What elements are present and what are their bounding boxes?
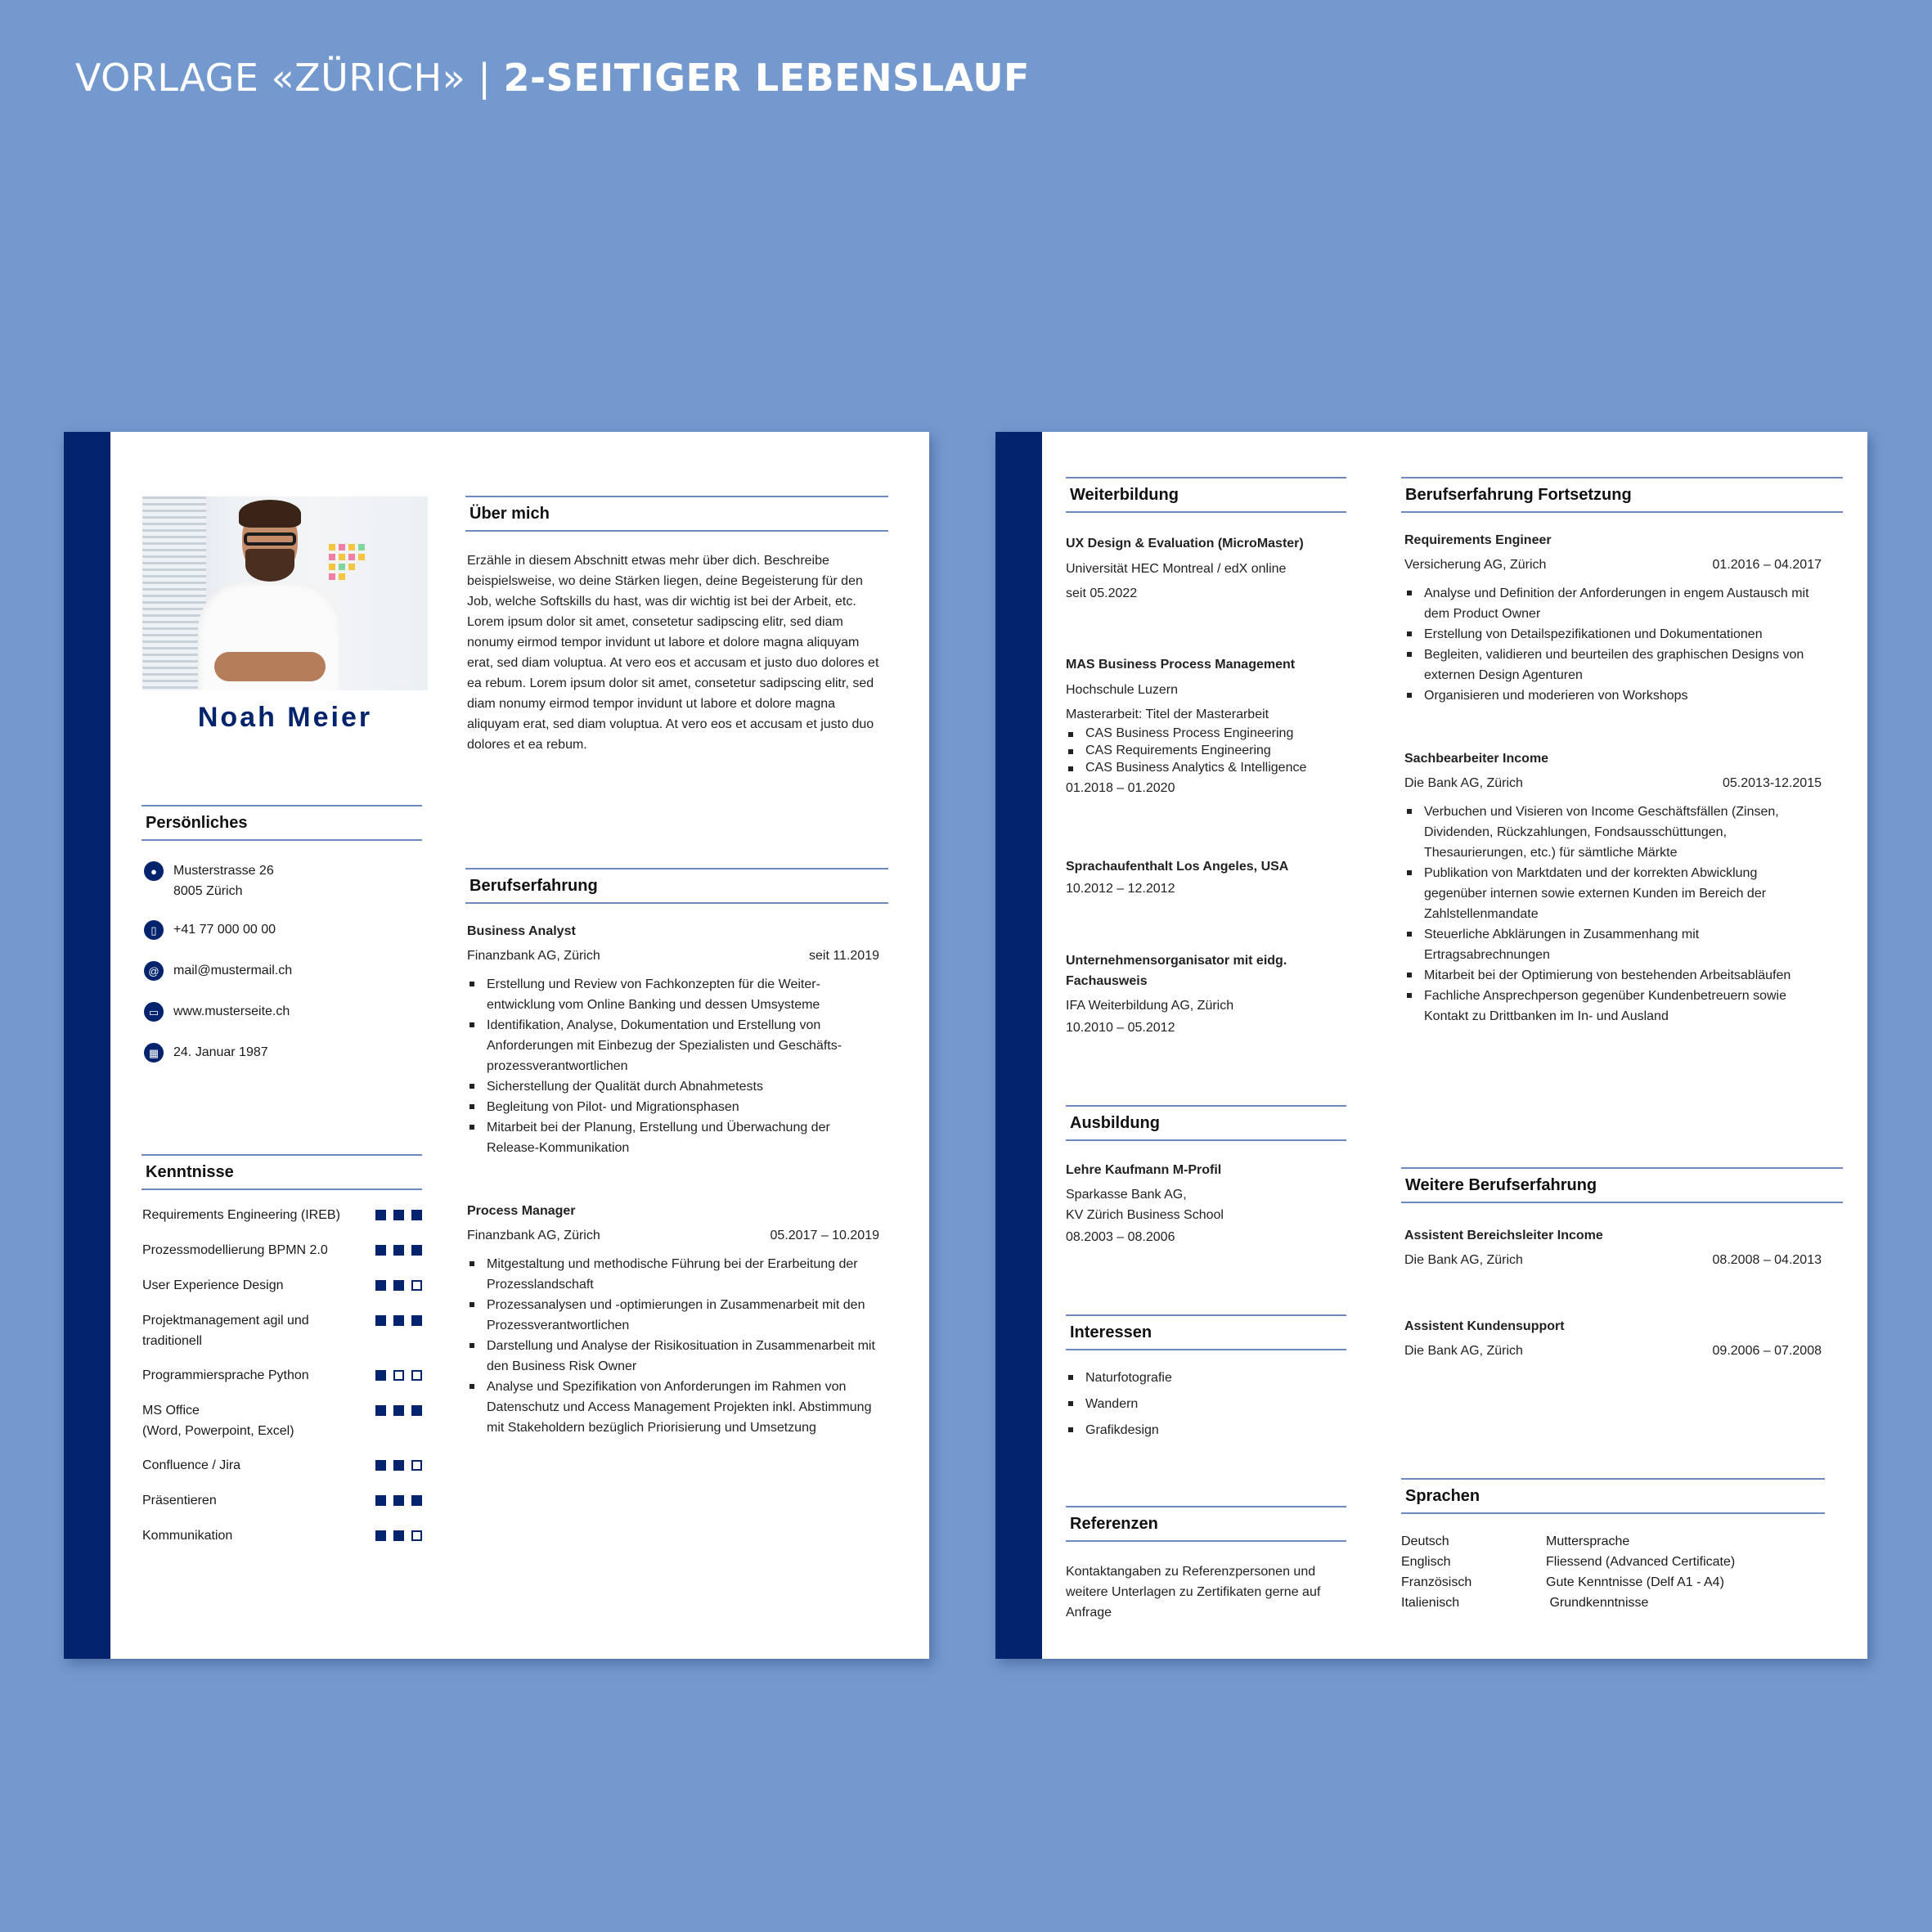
- further-line: 10.2012 – 12.2012: [1066, 882, 1175, 896]
- cv-page-2: [995, 432, 1867, 1659]
- job-entry: [1404, 748, 1822, 1027]
- skill-rating: [375, 1405, 422, 1416]
- phone-item: [144, 919, 276, 940]
- skill-rating: [375, 1460, 422, 1471]
- skill-rating: [375, 1530, 422, 1541]
- rating-square-filled: [375, 1280, 386, 1291]
- list-item: Begleiten, validieren und beurteilen des graphischen Designs von externen Design Agenturen: [1404, 645, 1822, 685]
- accent-stripe: [995, 432, 1042, 1659]
- monitor-icon: ▭: [144, 1002, 164, 1022]
- skill-label: MS Office (Word, Powerpoint, Excel): [142, 1404, 294, 1438]
- list-item: CAS Business Analytics & Intelligence: [1066, 759, 1348, 776]
- rating-square-filled: [393, 1245, 404, 1256]
- address-item: [144, 860, 274, 901]
- skill-rating: [375, 1210, 422, 1220]
- language-name: Italienisch: [1401, 1596, 1460, 1610]
- cv-page-1: [64, 432, 929, 1659]
- language-name: Französisch: [1401, 1575, 1472, 1589]
- skill-row: [142, 1365, 422, 1386]
- language-name: Deutsch: [1401, 1534, 1449, 1548]
- further-line: Hochschule Luzern: [1066, 683, 1178, 697]
- web-value: www.musterseite.ch: [173, 1004, 290, 1018]
- calendar-icon: ▦: [144, 1043, 164, 1063]
- candidate-name: Noah Meier: [197, 702, 373, 733]
- skill-row: [142, 1400, 422, 1441]
- skill-rating: [375, 1315, 422, 1326]
- rating-square-filled: [393, 1460, 404, 1471]
- skill-row: [142, 1490, 422, 1511]
- list-item: Mitarbeit bei der Optimierung von bestehenden Arbeitsabläufen: [1404, 965, 1822, 986]
- job-company: Finanzbank AG, Zürich: [467, 1229, 600, 1242]
- rating-square-filled: [393, 1280, 404, 1291]
- language-level: Muttersprache: [1546, 1534, 1630, 1548]
- list-item: Erstellung von Detailspezifikationen und Dokumentationen: [1404, 624, 1822, 645]
- job-entry: [1404, 1316, 1822, 1361]
- web-item: [144, 1001, 290, 1022]
- section-title-about: Über mich: [465, 496, 888, 532]
- skill-rating: [375, 1495, 422, 1506]
- banner-title-bold: 2-SEITIGER LEBENSLAUF: [503, 56, 1030, 100]
- languages-list: [1401, 1531, 1825, 1613]
- list-item: Prozessanalysen und -optimierungen in Zusammenarbeit mit den Prozessverantwortlichen: [467, 1295, 879, 1336]
- list-item: Publikation von Marktdaten und der korrekten Abwicklung gegenüber internen sowie externen Kunden im Bereich der Zahlstellenmandate: [1404, 863, 1822, 924]
- education-line: 08.2003 – 08.2006: [1066, 1230, 1175, 1244]
- list-item: CAS Requirements Engineering: [1066, 742, 1348, 759]
- job-company: Versicherung AG, Zürich: [1404, 558, 1547, 572]
- job-period: 01.2016 – 04.2017: [1712, 558, 1822, 572]
- skill-label: Projektmanagement agil und traditionell: [142, 1314, 309, 1348]
- further-line: Masterarbeit: Titel der Masterarbeit: [1066, 708, 1269, 721]
- job-bullets: [467, 1254, 879, 1438]
- job-company: Finanzbank AG, Zürich: [467, 949, 600, 963]
- list-item: Darstellung und Analyse der Risikosituation in Zusammenarbeit mit den Business Risk Owner: [467, 1336, 879, 1377]
- job-role: Assistent Bereichsleiter Income: [1404, 1229, 1603, 1242]
- phone-icon: ▯: [144, 920, 164, 940]
- section-title-personal: Persönliches: [142, 805, 422, 841]
- rating-square-empty: [393, 1370, 404, 1381]
- language-level: Gute Kenntnisse (Delf A1 - A4): [1546, 1575, 1724, 1589]
- list-item: Naturfotografie: [1066, 1368, 1348, 1388]
- rating-square-filled: [375, 1210, 386, 1220]
- section-title-references: Referenzen: [1066, 1506, 1346, 1542]
- job-entry: [1404, 530, 1822, 706]
- rating-square-filled: [393, 1315, 404, 1326]
- rating-square-filled: [375, 1530, 386, 1541]
- section-title-experience-cont: Berufserfahrung Fortsetzung: [1401, 477, 1843, 513]
- list-item: Steuerliche Abklärungen in Zusammenhang mit Ertragsabrechnungen: [1404, 924, 1822, 965]
- list-item: Grafikdesign: [1066, 1420, 1348, 1440]
- job-period: 05.2013-12.2015: [1723, 776, 1822, 790]
- job-bullets: [467, 974, 879, 1158]
- education-entry: [1066, 1160, 1348, 1247]
- job-company: Die Bank AG, Zürich: [1404, 776, 1523, 790]
- job-role: Sachbearbeiter Income: [1404, 752, 1549, 766]
- skill-row: [142, 1240, 422, 1260]
- rating-square-filled: [393, 1495, 404, 1506]
- job-role: Requirements Engineer: [1404, 533, 1552, 547]
- education-line: KV Zürich Business School: [1066, 1208, 1224, 1222]
- section-title-interests: Interessen: [1066, 1314, 1346, 1350]
- location-icon: ●: [144, 861, 164, 881]
- education-line: Sparkasse Bank AG,: [1066, 1188, 1187, 1202]
- rating-square-empty: [411, 1280, 422, 1291]
- skill-row: [142, 1525, 422, 1546]
- further-line: Universität HEC Montreal / edX online: [1066, 562, 1287, 576]
- list-item: Analyse und Definition der Anforderungen in engem Austausch mit dem Product Owner: [1404, 583, 1822, 624]
- phone-value: +41 77 000 00 00: [173, 923, 276, 937]
- job-period: 05.2017 – 10.2019: [770, 1229, 879, 1242]
- list-item: Analyse und Spezifikation von Anforderungen im Rahmen von Datenschutz und Access Management Projekten inkl. Abstimmung mit Stakeholdern bezüglich Priorisierung und Umsetzung: [467, 1377, 879, 1438]
- further-entry: [1066, 950, 1311, 1038]
- list-item: Identifikation, Analyse, Dokumentation und Erstellung von Anforderungen mit Einbezug der Spezialisten und Geschäfts-prozessverantwortlichen: [467, 1015, 879, 1076]
- job-period: 09.2006 – 07.2008: [1712, 1344, 1822, 1358]
- job-role: Assistent Kundensupport: [1404, 1319, 1565, 1333]
- rating-square-filled: [411, 1405, 422, 1416]
- job-bullets: [1404, 583, 1822, 706]
- job-entry: [467, 1201, 879, 1438]
- list-item: Verbuchen und Visieren von Income Geschäftsfällen (Zinsen, Dividenden, Rückzahlungen, Fondsausschüttungen, Thesaurierungen, etc.) für sämtliche Märkte: [1404, 802, 1822, 863]
- list-item: Mitarbeit bei der Planung, Erstellung und Überwachung der Release-Kommunikation: [467, 1117, 879, 1158]
- rating-square-filled: [411, 1245, 422, 1256]
- list-item: Wandern: [1066, 1394, 1348, 1414]
- skill-label: Präsentieren: [142, 1494, 217, 1507]
- job-company: Die Bank AG, Zürich: [1404, 1344, 1523, 1358]
- job-bullets: [1404, 802, 1822, 1027]
- job-period: 08.2008 – 04.2013: [1712, 1253, 1822, 1267]
- rating-square-filled: [375, 1370, 386, 1381]
- job-role: Process Manager: [467, 1204, 576, 1218]
- page-banner: [75, 56, 1030, 100]
- rating-square-filled: [375, 1495, 386, 1506]
- section-title-skills: Kenntnisse: [142, 1154, 422, 1190]
- list-item: Fachliche Ansprechperson gegenüber Kundenbetreuern sowie Kontakt zu Drittbanken im In- und Ausland: [1404, 986, 1822, 1027]
- rating-square-filled: [375, 1405, 386, 1416]
- further-line: 01.2018 – 01.2020: [1066, 781, 1175, 795]
- rating-square-filled: [393, 1405, 404, 1416]
- skill-label: Requirements Engineering (IREB): [142, 1208, 340, 1222]
- job-period: seit 11.2019: [809, 949, 879, 963]
- list-item: Erstellung und Review von Fachkonzepten für die Weiter-entwicklung vom Online Banking und dessen Umsysteme: [467, 974, 879, 1015]
- email-value: mail@mustermail.ch: [173, 964, 293, 977]
- list-item: CAS Business Process Engineering: [1066, 725, 1348, 742]
- further-line: seit 05.2022: [1066, 586, 1138, 600]
- further-title: MAS Business Process Management: [1066, 658, 1296, 672]
- email-item: [144, 960, 292, 981]
- skill-row: [142, 1275, 422, 1296]
- further-entry: [1066, 654, 1348, 798]
- education-role: Lehre Kaufmann M-Profil: [1066, 1163, 1222, 1177]
- about-text: Erzähle in diesem Abschnitt etwas mehr über dich. Beschreibe beispielsweise, wo deine Stärken liegen, deine Begeisterung für den Job, welche Softskills du hast, was dir wichtig ist bei der Arbeit, etc. Lorem ipsum dolor sit amet, consetetur sadipscing elitr, sed diam nonumy eirmod tempor invidunt ut labore et dolore magna aliquyam erat, sed diam voluptua. At vero eos et accusam et justo duo dolores et ea rebum. Lorem ipsum dolor sit amet, consetetur sadipscing elitr, sed diam nonumy eirmod tempor invidunt ut labore et dolore magna aliquyam erat, sed diam voluptua. At vero eos et accusam et justo duo dolores et ea rebum.: [467, 554, 879, 752]
- section-title-education: Ausbildung: [1066, 1105, 1346, 1141]
- rating-square-filled: [393, 1210, 404, 1220]
- rating-square-empty: [411, 1370, 422, 1381]
- rating-square-filled: [375, 1460, 386, 1471]
- language-level: Fliessend (Advanced Certificate): [1546, 1555, 1736, 1569]
- section-title-languages: Sprachen: [1401, 1478, 1825, 1514]
- profile-photo: [142, 496, 428, 690]
- skill-row: [142, 1310, 422, 1351]
- rating-square-empty: [411, 1530, 422, 1541]
- accent-stripe: [64, 432, 110, 1659]
- skill-rating: [375, 1280, 422, 1291]
- section-title-experience: Berufserfahrung: [465, 868, 888, 904]
- rating-square-filled: [393, 1530, 404, 1541]
- address-line2: 8005 Zürich: [173, 884, 243, 898]
- language-name: Englisch: [1401, 1555, 1451, 1569]
- section-title-further-education: Weiterbildung: [1066, 477, 1346, 513]
- list-item: Mitgestaltung und methodische Führung bei der Erarbeitung der Prozesslandschaft: [467, 1254, 879, 1295]
- skill-row: [142, 1205, 422, 1225]
- rating-square-filled: [411, 1315, 422, 1326]
- rating-square-filled: [375, 1245, 386, 1256]
- job-entry: [1404, 1225, 1822, 1270]
- further-line: IFA Weiterbildung AG, Zürich: [1066, 999, 1234, 1013]
- job-company: Die Bank AG, Zürich: [1404, 1253, 1523, 1267]
- rating-square-filled: [411, 1495, 422, 1506]
- section-title-more-experience: Weitere Berufserfahrung: [1401, 1167, 1843, 1203]
- skill-label: User Experience Design: [142, 1278, 284, 1292]
- skill-rating: [375, 1370, 422, 1381]
- further-bullets: [1066, 725, 1348, 776]
- further-title: UX Design & Evaluation (MicroMaster): [1066, 537, 1304, 550]
- skill-label: Confluence / Jira: [142, 1458, 241, 1472]
- list-item: Sicherstellung der Qualität durch Abnahmetests: [467, 1076, 879, 1097]
- skill-label: Prozessmodellierung BPMN 2.0: [142, 1243, 328, 1257]
- further-title: Sprachaufenthalt Los Angeles, USA: [1066, 860, 1289, 874]
- references-text: Kontaktangaben zu Referenzpersonen und weitere Unterlagen zu Zertifikaten gerne auf Anfrage: [1066, 1565, 1321, 1620]
- birthday-value: 24. Januar 1987: [173, 1045, 268, 1059]
- skills-list: [142, 1205, 422, 1561]
- further-entry: [1066, 533, 1348, 604]
- further-line: 10.2010 – 05.2012: [1066, 1021, 1175, 1035]
- skill-label: Programmiersprache Python: [142, 1368, 309, 1382]
- skill-label: Kommunikation: [142, 1529, 233, 1543]
- rating-square-empty: [411, 1460, 422, 1471]
- further-title: Unternehmensorganisator mit eidg. Fachausweis: [1066, 954, 1287, 988]
- address-line1: Musterstrasse 26: [173, 864, 274, 878]
- email-icon: @: [144, 961, 164, 981]
- job-entry: [467, 921, 879, 1158]
- skill-row: [142, 1455, 422, 1476]
- further-entry: [1066, 856, 1348, 899]
- skill-rating: [375, 1245, 422, 1256]
- birthday-item: [144, 1042, 268, 1063]
- language-level: Grundkenntnisse: [1546, 1596, 1649, 1610]
- interests-list: [1066, 1368, 1348, 1446]
- list-item: Begleitung von Pilot- und Migrationsphasen: [467, 1097, 879, 1117]
- rating-square-filled: [411, 1210, 422, 1220]
- job-role: Business Analyst: [467, 924, 576, 938]
- banner-title-light: VORLAGE «ZÜRICH» |: [75, 56, 492, 100]
- rating-square-filled: [375, 1315, 386, 1326]
- list-item: Organisieren und moderieren von Workshops: [1404, 685, 1822, 706]
